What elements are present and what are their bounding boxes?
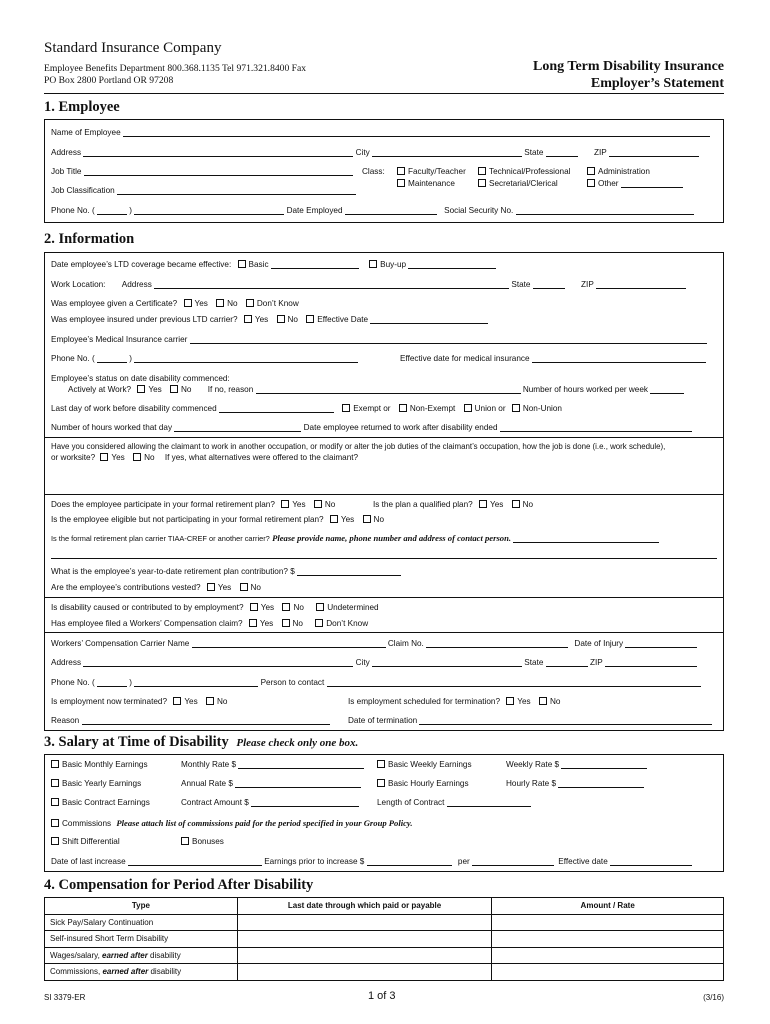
revision-date: (3/16) bbox=[703, 993, 724, 1002]
phone-field[interactable] bbox=[134, 206, 284, 215]
table-row bbox=[45, 931, 724, 948]
section-4-title: 4. Compensation for Period After Disability bbox=[44, 877, 314, 893]
class-maintenance[interactable]: Maintenance bbox=[397, 179, 455, 188]
last-day-row: Last day of work before disability commenced Exempt or Non-Exempt Union or Non-Union bbox=[51, 404, 562, 413]
reason-field[interactable] bbox=[82, 716, 330, 725]
checkbox[interactable] bbox=[282, 619, 290, 627]
checkbox[interactable] bbox=[51, 819, 59, 827]
checkbox[interactable] bbox=[377, 760, 385, 768]
checkbox[interactable] bbox=[100, 453, 108, 461]
checkbox[interactable] bbox=[51, 779, 59, 787]
class-administration[interactable]: Administration bbox=[587, 167, 650, 176]
checkbox[interactable] bbox=[246, 299, 254, 307]
area-code-field[interactable] bbox=[97, 206, 127, 215]
section-2-title: 2. Information bbox=[44, 231, 135, 247]
row-amount-cell[interactable] bbox=[492, 947, 724, 964]
checkbox[interactable] bbox=[315, 619, 323, 627]
weekly-rate-row: Weekly Rate $ bbox=[506, 760, 647, 769]
scheduled-row: Is employment scheduled for termination? Yes No bbox=[348, 697, 561, 706]
checkbox[interactable] bbox=[281, 500, 289, 508]
annual-rate-field[interactable] bbox=[235, 779, 361, 788]
header-rule bbox=[44, 93, 724, 94]
vested-row: Are the employee’s contributions vested? Yes No bbox=[51, 583, 261, 592]
table-row bbox=[45, 914, 724, 931]
row-type: Commissions, earned after disability bbox=[45, 964, 238, 981]
date-term-row: Date of termination bbox=[348, 716, 712, 725]
other-field[interactable] bbox=[621, 179, 683, 188]
date-employed-field[interactable] bbox=[345, 206, 437, 215]
medical-effective-field[interactable] bbox=[532, 354, 706, 363]
length-contract-field[interactable] bbox=[447, 798, 531, 807]
checkbox[interactable] bbox=[399, 404, 407, 412]
actively-row: Actively at Work? Yes No If no, reason Number of hours worked per week bbox=[68, 385, 684, 394]
checkbox[interactable] bbox=[216, 299, 224, 307]
worksite-row: or worksite? Yes No If yes, what alternatives were offered to the claimant? bbox=[51, 453, 359, 462]
checkbox[interactable] bbox=[51, 798, 59, 806]
tiaa-field[interactable] bbox=[513, 534, 659, 543]
section-1-title: 1. Employee bbox=[44, 99, 120, 115]
hours-week-field[interactable] bbox=[650, 385, 684, 394]
buyup-date-field[interactable] bbox=[408, 260, 496, 269]
checkbox[interactable] bbox=[249, 619, 257, 627]
checkbox[interactable] bbox=[369, 260, 377, 268]
hours-day-field[interactable] bbox=[174, 423, 301, 432]
checkbox[interactable] bbox=[512, 500, 520, 508]
medical-phone-field[interactable] bbox=[134, 354, 358, 363]
checkbox[interactable] bbox=[51, 837, 59, 845]
person-contact-field[interactable] bbox=[327, 678, 701, 687]
table-row bbox=[45, 947, 724, 964]
job-classification-row: Job Classification bbox=[51, 186, 356, 195]
checkbox[interactable] bbox=[478, 179, 486, 187]
checkbox[interactable] bbox=[137, 385, 145, 393]
basic-weekly[interactable]: Basic Weekly Earnings bbox=[377, 760, 472, 769]
considered-text: Have you considered allowing the claimant to work in another occupation, or modify or alter the job duties of the claimant’s occupation, how the job is done (i.e., work schedule), bbox=[51, 442, 666, 451]
basic-yearly[interactable]: Basic Yearly Earnings bbox=[51, 779, 141, 788]
zip-field[interactable] bbox=[609, 148, 699, 157]
status-label: Employee’s status on date disability commenced: bbox=[51, 374, 230, 383]
certificate-row: Was employee given a Certificate? Yes No Don’t Know bbox=[51, 299, 299, 308]
class-label: Class: bbox=[362, 167, 385, 176]
basic-date-field[interactable] bbox=[271, 260, 359, 269]
ytd-field[interactable] bbox=[297, 567, 401, 576]
checkbox[interactable] bbox=[277, 315, 285, 323]
weekly-rate-field[interactable] bbox=[561, 760, 647, 769]
company-name: Standard Insurance Company bbox=[44, 40, 222, 56]
divider bbox=[44, 494, 724, 495]
terminated-row: Is employment now terminated? Yes No bbox=[51, 697, 228, 706]
ssn-field[interactable] bbox=[516, 206, 694, 215]
checkbox[interactable] bbox=[363, 515, 371, 523]
address-row: Address City State ZIP bbox=[51, 148, 699, 157]
date-returned-field[interactable] bbox=[500, 423, 692, 432]
checkbox[interactable] bbox=[506, 697, 514, 705]
length-contract-row: Length of Contract bbox=[377, 798, 531, 807]
wc-carrier-field[interactable] bbox=[192, 639, 386, 648]
checkbox[interactable] bbox=[397, 167, 405, 175]
row-last-date-cell[interactable] bbox=[237, 947, 492, 964]
work-address-field[interactable] bbox=[154, 280, 509, 289]
contract-amount-row: Contract Amount $ bbox=[181, 798, 359, 807]
wc-phone-row: Phone No. ( ) Person to contact bbox=[51, 678, 701, 687]
bonuses[interactable]: Bonuses bbox=[181, 837, 224, 846]
per-field[interactable] bbox=[472, 857, 554, 866]
section-3-title: 3. Salary at Time of Disability Please check only one box. bbox=[44, 734, 359, 750]
row-last-date-cell[interactable] bbox=[237, 914, 492, 931]
prior-increase-field[interactable] bbox=[367, 857, 452, 866]
row-last-date-cell[interactable] bbox=[237, 964, 492, 981]
checkbox[interactable] bbox=[133, 453, 141, 461]
checkbox[interactable] bbox=[316, 603, 324, 611]
monthly-rate-row: Monthly Rate $ bbox=[181, 760, 364, 769]
row-last-date-cell[interactable] bbox=[237, 931, 492, 948]
ltd-row: Date employee’s LTD coverage became effective: Basic Buy-up bbox=[51, 260, 496, 269]
medical-carrier-row: Employee’s Medical Insurance carrier bbox=[51, 335, 707, 344]
checkbox[interactable] bbox=[587, 179, 595, 187]
checkbox[interactable] bbox=[330, 515, 338, 523]
date-term-field[interactable] bbox=[419, 716, 712, 725]
divider bbox=[44, 597, 724, 598]
medical-phone-row: Phone No. ( ) bbox=[51, 354, 358, 363]
commissions[interactable]: Commissions Please attach list of commissions paid for the period specified in your Group Policy. bbox=[51, 818, 413, 828]
name-row: Name of Employee bbox=[51, 128, 710, 137]
work-location-row: Work Location: Address State ZIP bbox=[51, 280, 686, 289]
last-increase-field[interactable] bbox=[128, 857, 262, 866]
checkbox[interactable] bbox=[238, 260, 246, 268]
basic-monthly[interactable]: Basic Monthly Earnings bbox=[51, 760, 148, 769]
checkbox[interactable] bbox=[397, 179, 405, 187]
checkbox[interactable] bbox=[512, 404, 520, 412]
row-amount-cell[interactable] bbox=[492, 914, 724, 931]
checkbox[interactable] bbox=[377, 779, 385, 787]
header-type: Type bbox=[45, 898, 238, 915]
wc-claim-row: Has employee filed a Workers’ Compensation claim? Yes No Don’t Know bbox=[51, 619, 369, 628]
retirement-row: Does the employee participate in your formal retirement plan? Yes No bbox=[51, 500, 336, 509]
basic-hourly[interactable]: Basic Hourly Earnings bbox=[377, 779, 469, 788]
form-number: SI 3379-ER bbox=[44, 993, 86, 1002]
row-type: Wages/salary, earned after disability bbox=[45, 947, 238, 964]
address-field[interactable] bbox=[83, 148, 353, 157]
checkbox[interactable] bbox=[479, 500, 487, 508]
last-day-field[interactable] bbox=[219, 404, 334, 413]
effective-date-field[interactable] bbox=[610, 857, 692, 866]
checkbox[interactable] bbox=[478, 167, 486, 175]
checkbox[interactable] bbox=[314, 500, 322, 508]
phone-row: Phone No. ( ) Date Employed Social Security No. bbox=[51, 206, 694, 215]
checkbox[interactable] bbox=[181, 837, 189, 845]
medical-carrier-field[interactable] bbox=[190, 335, 707, 344]
shift-differential[interactable]: Shift Differential bbox=[51, 837, 120, 846]
checkbox[interactable] bbox=[170, 385, 178, 393]
checkbox[interactable] bbox=[587, 167, 595, 175]
class-other[interactable]: Other bbox=[587, 179, 683, 188]
job-title-field[interactable] bbox=[84, 167, 353, 176]
wc-zip-field[interactable] bbox=[605, 658, 697, 667]
header-last-date: Last date through which paid or payable bbox=[237, 898, 492, 915]
checkbox[interactable] bbox=[207, 583, 215, 591]
row-amount-cell[interactable] bbox=[492, 931, 724, 948]
wc-carrier-row: Workers’ Compensation Carrier Name Claim No. Date of Injury bbox=[51, 639, 697, 648]
checkbox[interactable] bbox=[342, 404, 350, 412]
medical-effective-row: Effective date for medical insurance bbox=[400, 354, 706, 363]
address-line: PO Box 2800 Portland OR 97208 bbox=[44, 75, 174, 86]
section-3-note: Please check only one box. bbox=[236, 737, 359, 749]
date-injury-field[interactable] bbox=[625, 639, 697, 648]
checkbox[interactable] bbox=[464, 404, 472, 412]
name-field[interactable] bbox=[123, 128, 710, 137]
wc-city-field[interactable] bbox=[372, 658, 522, 667]
checkbox[interactable] bbox=[282, 603, 290, 611]
checkbox[interactable] bbox=[173, 697, 181, 705]
wc-address-row: Address City State ZIP bbox=[51, 658, 697, 667]
hourly-rate-field[interactable] bbox=[558, 779, 644, 788]
checkbox[interactable] bbox=[240, 583, 248, 591]
hours-day-row: Number of hours worked that day Date employee returned to work after disability ended bbox=[51, 423, 692, 432]
work-zip-field[interactable] bbox=[596, 280, 686, 289]
if-no-reason-field[interactable] bbox=[256, 385, 521, 394]
department-line: Employee Benefits Department 800.368.1135 Tel 971.321.8400 Fax bbox=[44, 63, 307, 74]
table-header-row bbox=[45, 898, 724, 915]
table-row bbox=[45, 964, 724, 981]
wc-address-field[interactable] bbox=[83, 658, 353, 667]
form-title-1: Long Term Disability Insurance bbox=[533, 59, 724, 74]
job-classification-field[interactable] bbox=[117, 186, 356, 195]
monthly-rate-field[interactable] bbox=[238, 760, 364, 769]
wc-state-field[interactable] bbox=[546, 658, 588, 667]
checkbox[interactable] bbox=[206, 697, 214, 705]
basic-contract[interactable]: Basic Contract Earnings bbox=[51, 798, 150, 807]
annual-rate-row: Annual Rate $ bbox=[181, 779, 361, 788]
qualified-row: Is the plan a qualified plan? Yes No bbox=[373, 500, 534, 509]
city-field[interactable] bbox=[372, 148, 522, 157]
last-increase-row: Date of last increase Earnings prior to increase $ per Effective date bbox=[51, 857, 692, 866]
contract-amount-field[interactable] bbox=[251, 798, 359, 807]
row-type: Self-insured Short Term Disability bbox=[45, 931, 238, 948]
reason-row: Reason bbox=[51, 716, 330, 725]
work-state-field[interactable] bbox=[533, 280, 565, 289]
row-amount-cell[interactable] bbox=[492, 964, 724, 981]
area-code-field[interactable] bbox=[97, 678, 127, 687]
checkbox[interactable] bbox=[306, 315, 314, 323]
tiaa-row: Is the formal retirement plan carrier TIAA-CREF or another carrier? Please provide name, phone number and address of contact person. bbox=[51, 533, 659, 543]
area-code-field[interactable] bbox=[97, 354, 127, 363]
compensation-table bbox=[44, 897, 724, 981]
section-3-box bbox=[44, 754, 724, 872]
hourly-rate-row: Hourly Rate $ bbox=[506, 779, 644, 788]
prev-ltd-date-field[interactable] bbox=[370, 315, 488, 324]
prev-ltd-row: Was employee insured under previous LTD carrier? Yes No Effective Date bbox=[51, 315, 488, 324]
ytd-row: What is the employee’s year-to-date retirement plan contribution? $ bbox=[51, 567, 401, 576]
form-title-2: Employer’s Statement bbox=[590, 76, 724, 91]
caused-row: Is disability caused or contributed to by employment? Yes No Undetermined bbox=[51, 603, 379, 612]
checkbox[interactable] bbox=[250, 603, 258, 611]
tiaa-field-line-2[interactable] bbox=[51, 558, 717, 559]
header-amount: Amount / Rate bbox=[492, 898, 724, 915]
checkbox[interactable] bbox=[51, 760, 59, 768]
divider bbox=[44, 632, 724, 633]
page-number: 1 of 3 bbox=[368, 990, 396, 1002]
class-secretarial[interactable]: Secretarial/Clerical bbox=[478, 179, 558, 188]
eligible-row: Is the employee eligible but not participating in your formal retirement plan? Yes No bbox=[51, 515, 385, 524]
divider bbox=[44, 437, 724, 438]
wc-phone-field[interactable] bbox=[134, 678, 258, 687]
job-title-row: Job Title bbox=[51, 167, 353, 176]
checkbox[interactable] bbox=[244, 315, 252, 323]
class-technical[interactable]: Technical/Professional bbox=[478, 167, 570, 176]
row-type: Sick Pay/Salary Continuation bbox=[45, 914, 238, 931]
class-faculty[interactable]: Faculty/Teacher bbox=[397, 167, 466, 176]
checkbox[interactable] bbox=[184, 299, 192, 307]
claim-no-field[interactable] bbox=[426, 639, 568, 648]
state-field[interactable] bbox=[546, 148, 578, 157]
checkbox[interactable] bbox=[539, 697, 547, 705]
